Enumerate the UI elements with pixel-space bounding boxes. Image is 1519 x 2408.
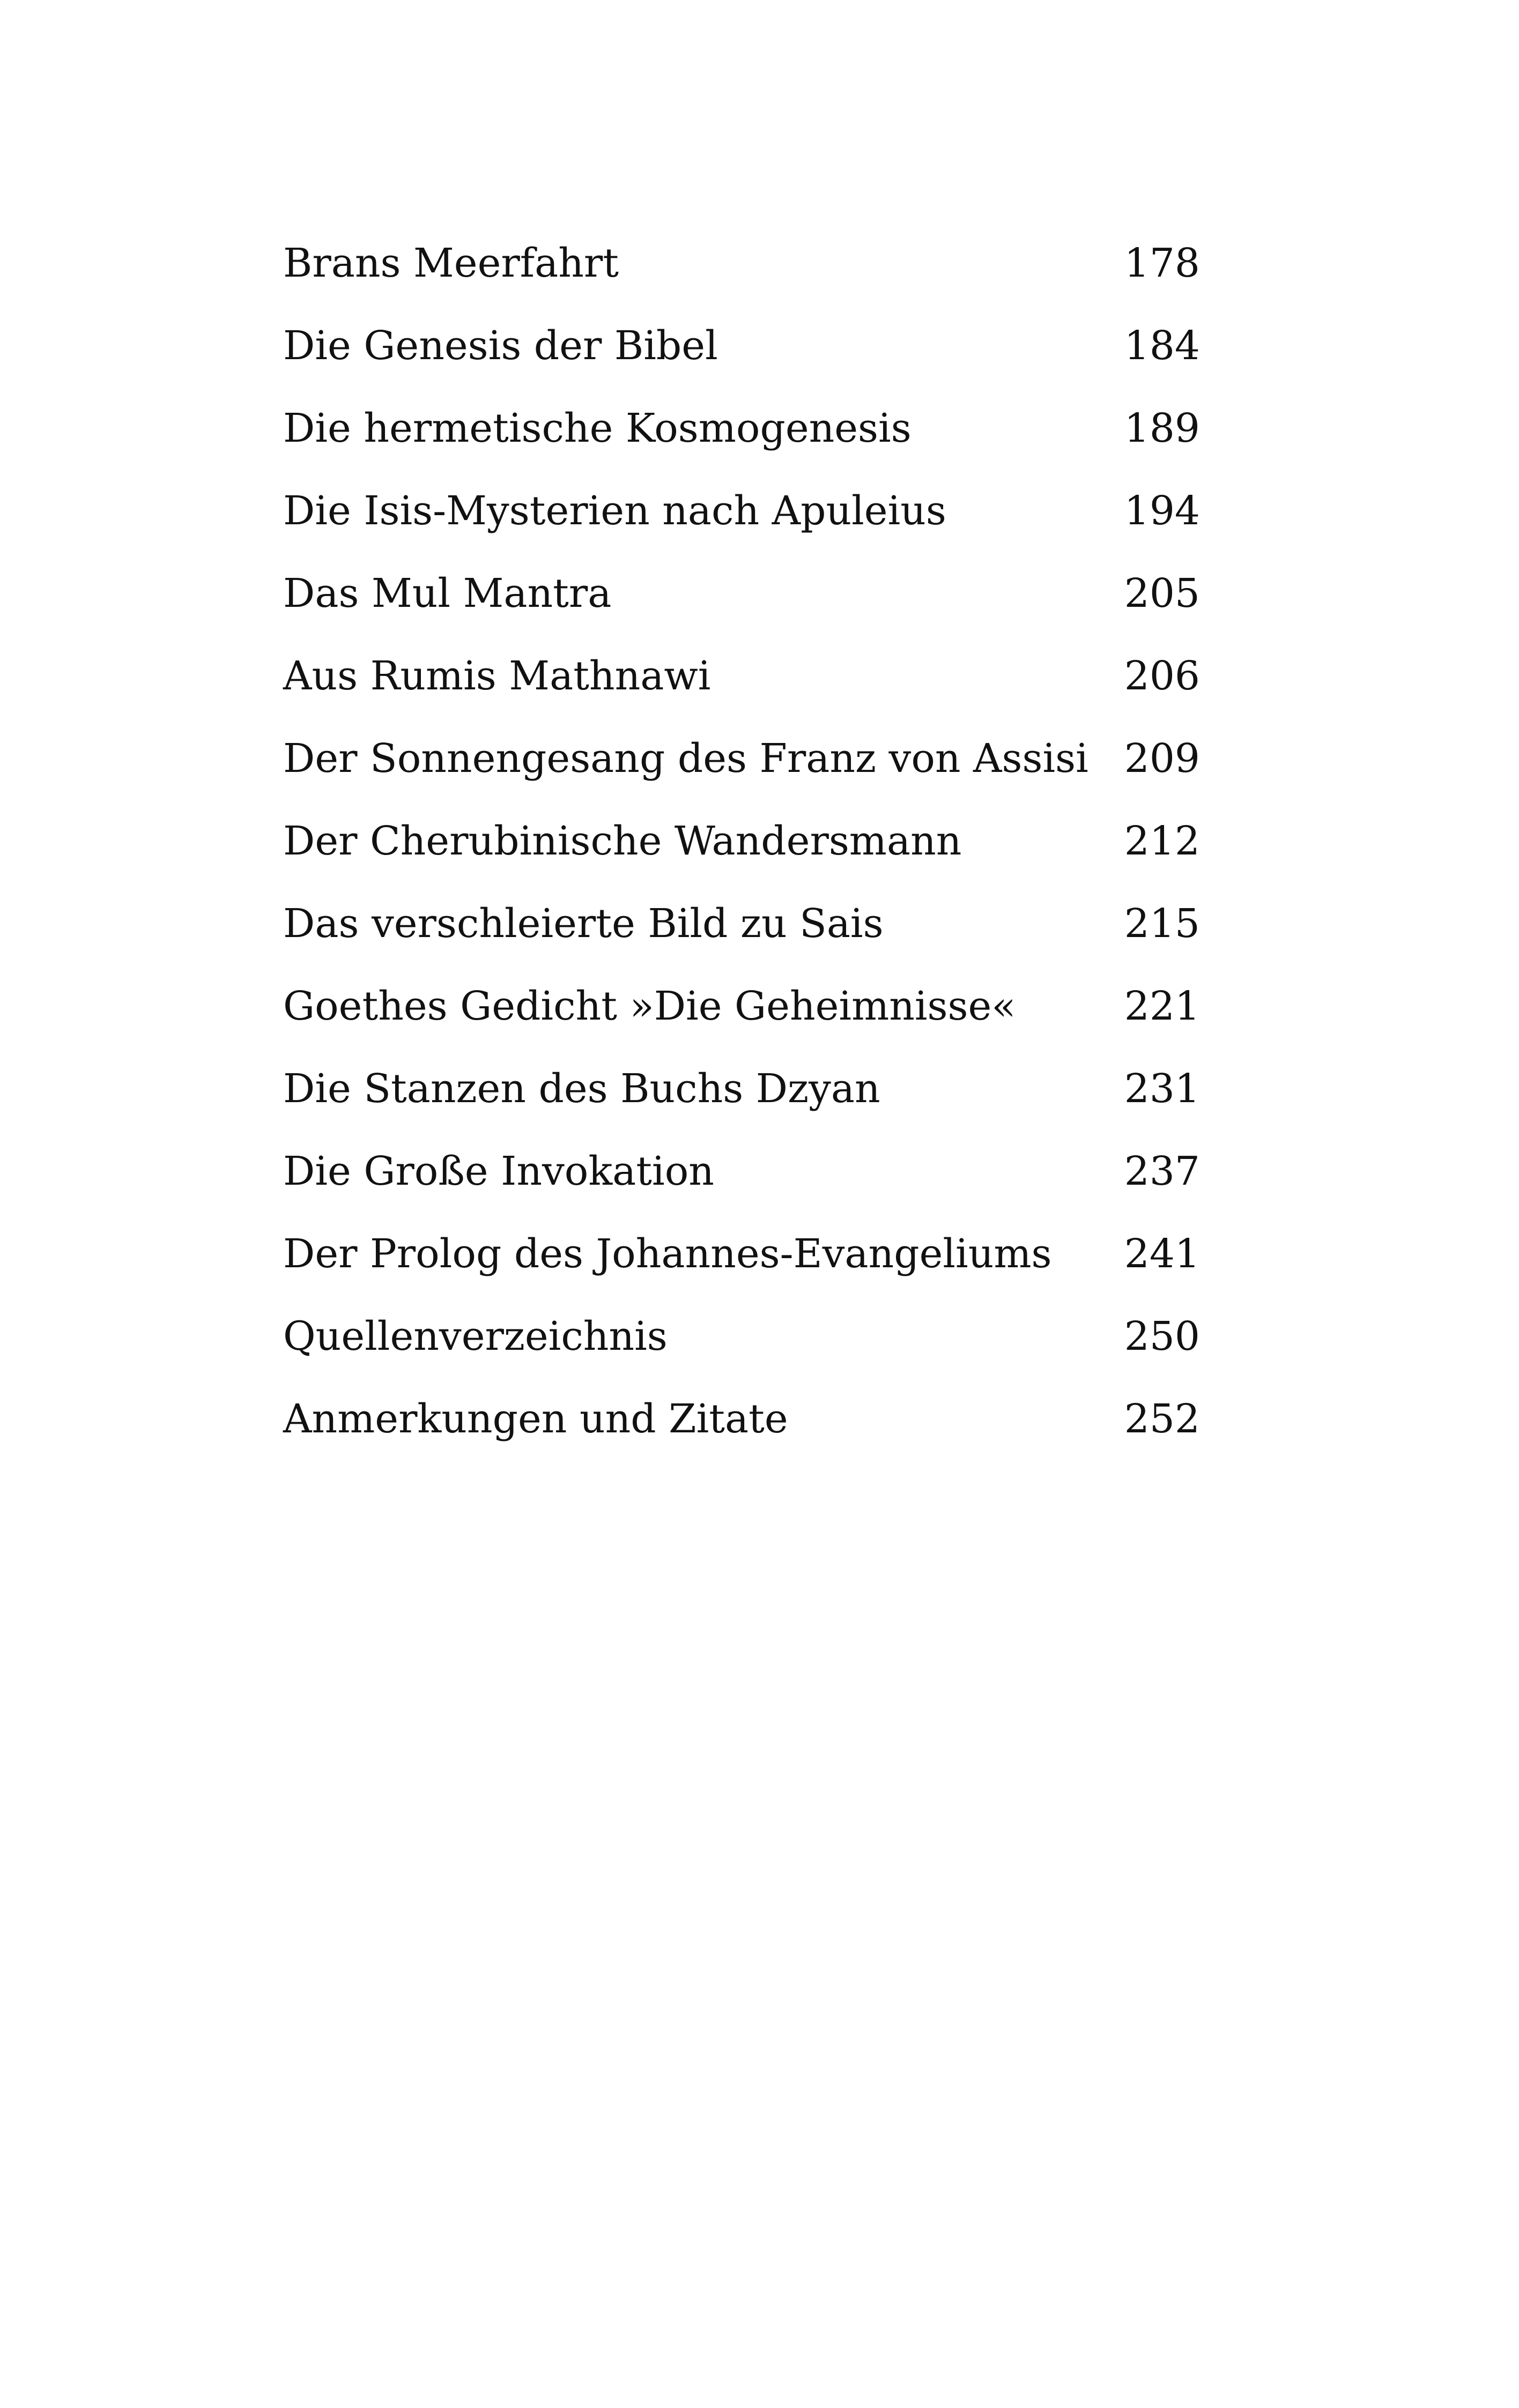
toc-entry-title: Aus Rumis Mathnawi [283, 653, 711, 699]
toc-entry-title: Das Mul Mantra [283, 570, 612, 616]
toc-entry-title: Die Genesis der Bibel [283, 323, 718, 369]
toc-entry-page-number: 215 [1124, 901, 1200, 947]
toc-entry-page-number: 178 [1124, 240, 1200, 286]
toc-entry-title: Die Isis-Mysterien nach Apuleius [283, 488, 946, 534]
toc-entry-page-number: 231 [1124, 1066, 1200, 1112]
table-of-contents [283, 234, 1200, 1472]
toc-entry-page-number: 189 [1124, 405, 1200, 451]
toc-entry-page-number: 209 [1124, 735, 1200, 782]
toc-entry-title: Die Große Invokation [283, 1148, 714, 1194]
toc-entry [283, 399, 1200, 481]
toc-entry-title: Quellenverzeichnis [283, 1313, 668, 1359]
toc-entry-page-number: 250 [1124, 1313, 1200, 1359]
toc-entry-page-number: 252 [1124, 1396, 1200, 1442]
toc-entry [283, 1307, 1200, 1389]
toc-entry [283, 1142, 1200, 1224]
toc-entry-title: Brans Meerfahrt [283, 240, 619, 286]
toc-entry [283, 729, 1200, 812]
toc-entry [283, 646, 1200, 729]
toc-entry-title: Die Stanzen des Buchs Dzyan [283, 1066, 880, 1112]
toc-entry-page-number: 206 [1124, 653, 1200, 699]
toc-entry [283, 234, 1200, 316]
toc-entry-title: Goethes Gedicht »Die Geheimnisse« [283, 983, 1016, 1029]
toc-entry [283, 812, 1200, 894]
toc-entry [283, 1389, 1200, 1472]
toc-entry [283, 1059, 1200, 1142]
toc-entry-title: Der Sonnengesang des Franz von Assisi [283, 735, 1088, 782]
toc-entry [283, 564, 1200, 646]
toc-entry-title: Das verschleierte Bild zu Sais [283, 901, 884, 947]
toc-entry [283, 481, 1200, 564]
toc-entry-page-number: 241 [1124, 1231, 1200, 1277]
toc-entry-page-number: 184 [1124, 323, 1200, 369]
toc-entry-page-number: 212 [1124, 818, 1200, 864]
toc-entry-page-number: 194 [1124, 488, 1200, 534]
toc-entry [283, 894, 1200, 977]
toc-entry-title: Die hermetische Kosmogenesis [283, 405, 912, 451]
toc-entry [283, 977, 1200, 1059]
toc-entry [283, 316, 1200, 399]
toc-entry-page-number: 221 [1124, 983, 1200, 1029]
toc-entry-title: Der Prolog des Johannes-Evangeliums [283, 1231, 1052, 1277]
toc-entry [283, 1224, 1200, 1307]
toc-entry-page-number: 205 [1124, 570, 1200, 616]
toc-entry-title: Der Cherubinische Wandersmann [283, 818, 962, 864]
toc-entry-title: Anmerkungen und Zitate [283, 1396, 788, 1442]
toc-entry-page-number: 237 [1124, 1148, 1200, 1194]
